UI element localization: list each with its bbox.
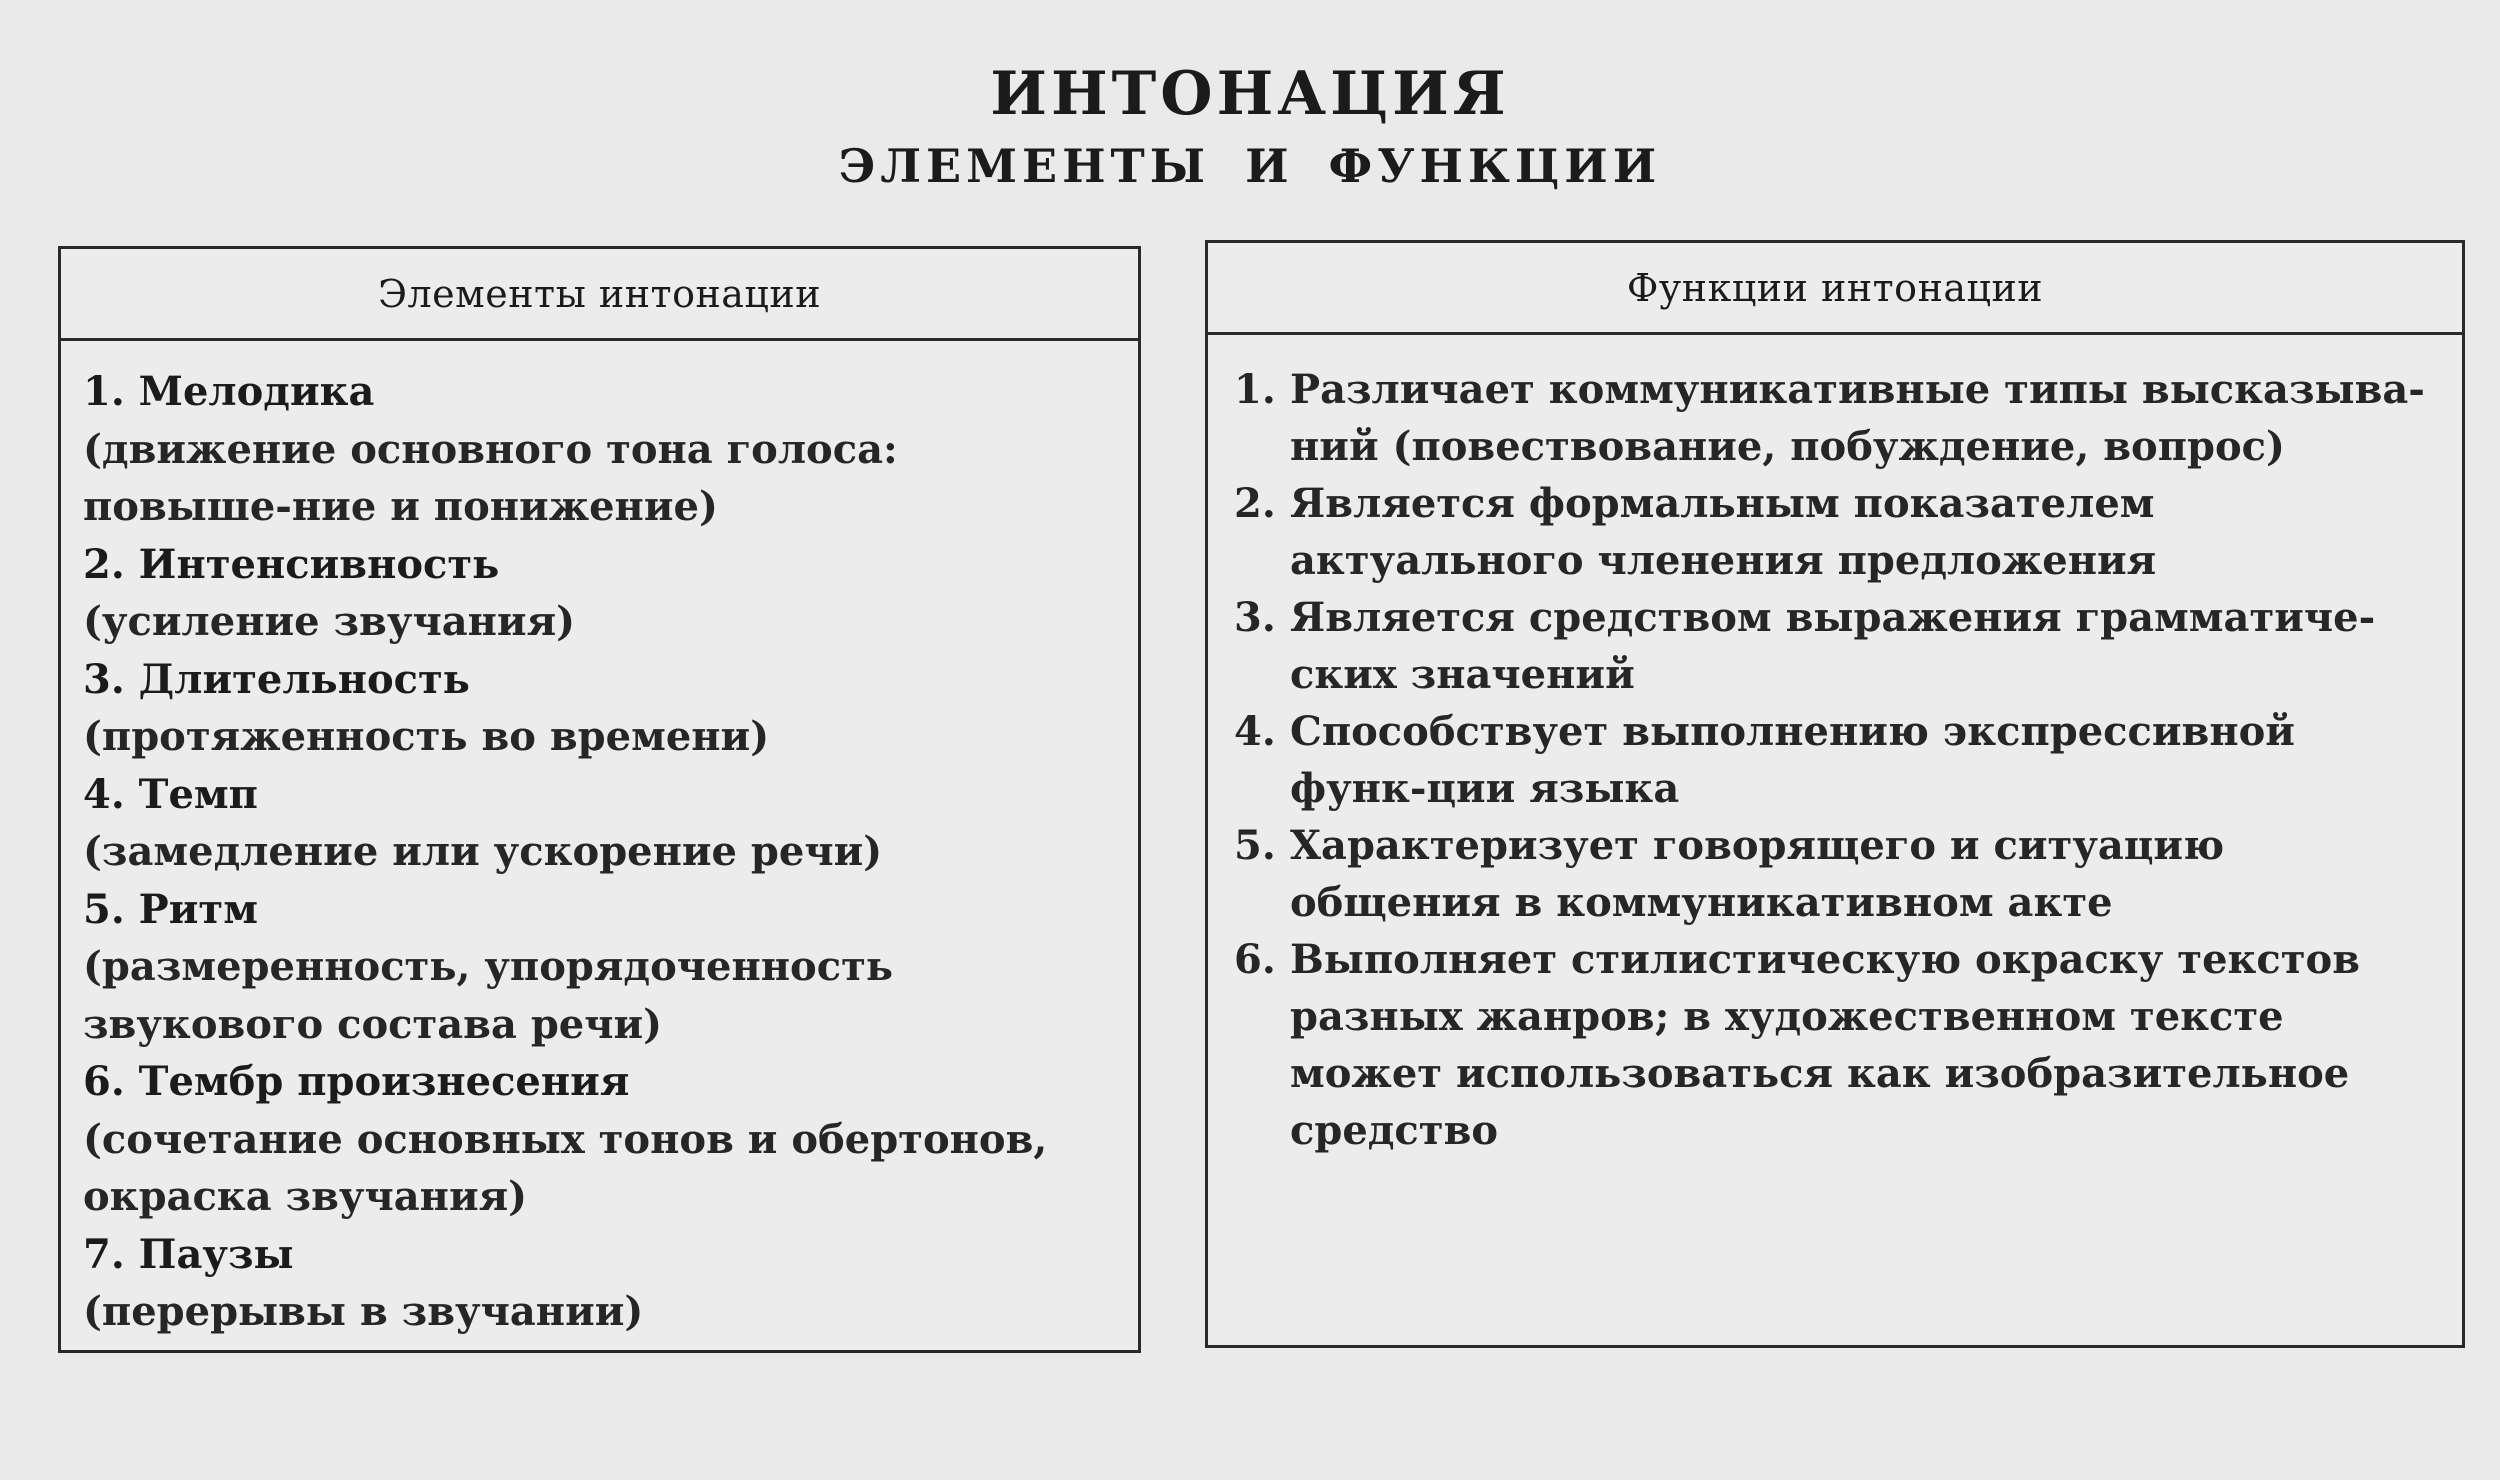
- function-text: Способствует выполнению экспрессивной функ-ции языка: [1290, 708, 2295, 812]
- page-subtitle: ЭЛЕМЕНТЫ И ФУНКЦИИ: [838, 139, 1662, 193]
- element-item: [83, 536, 1118, 651]
- element-name: 1. Мелодика: [83, 368, 375, 415]
- function-text: Выполняет стилистическую окраску текстов разных жанров; в художественном тексте может использоваться как изобразительное средство: [1290, 936, 2361, 1154]
- functions-panel: [1205, 240, 2465, 1348]
- function-item: [1234, 475, 2442, 589]
- element-name: 3. Длительность: [83, 655, 470, 703]
- element-name: 5. Ритм: [83, 885, 258, 933]
- functions-header: Функции интонации: [1208, 243, 2462, 335]
- function-item: [1234, 931, 2442, 1159]
- element-description: (сочетание основных тонов и обертонов, окраска звучания): [83, 1115, 1048, 1220]
- function-text: Различает коммуникативные типы высказыва-ний (повествование, побуждение, вопрос): [1290, 366, 2425, 470]
- function-text: Является формальным показателем актуального членения предложения: [1290, 480, 2157, 584]
- function-item: [1234, 817, 2442, 931]
- function-text: Характеризует говорящего и ситуацию общения в коммуникативном акте: [1290, 822, 2225, 926]
- element-description: (замедление или ускорение речи): [83, 828, 883, 875]
- function-number: 5.: [1234, 822, 1276, 869]
- element-item: [83, 1226, 1118, 1341]
- element-description: (протяженность во времени): [83, 713, 770, 760]
- element-name: 6. Тембр произнесения: [83, 1058, 630, 1105]
- function-item: [1234, 703, 2442, 817]
- elements-header: Элементы интонации: [61, 249, 1138, 341]
- elements-panel: [58, 246, 1141, 1353]
- element-name: 4. Темп: [83, 770, 258, 818]
- function-number: 4.: [1234, 708, 1276, 755]
- element-description: (перерывы в звучании): [83, 1288, 644, 1335]
- function-item: [1234, 589, 2442, 703]
- element-name: 2. Интенсивность: [83, 540, 500, 588]
- function-text: Является средством выражения грамматиче-ских значений: [1290, 594, 2376, 698]
- page-title: ИНТОНАЦИЯ: [990, 59, 1510, 129]
- function-number: 1.: [1234, 366, 1276, 413]
- function-item: [1234, 361, 2442, 475]
- element-description: (усиление звучания): [83, 598, 576, 645]
- element-name: 7. Паузы: [83, 1230, 294, 1278]
- element-item: [83, 1053, 1118, 1226]
- elements-list: [61, 341, 1138, 1341]
- element-item: [83, 881, 1118, 1054]
- function-number: 3.: [1234, 594, 1276, 641]
- functions-list: [1208, 335, 2462, 1159]
- function-number: 6.: [1234, 936, 1276, 983]
- element-item: [83, 651, 1118, 766]
- element-item: [83, 363, 1118, 536]
- function-number: 2.: [1234, 480, 1276, 527]
- element-description: (движение основного тона голоса: повыше-ние и понижение): [83, 425, 898, 530]
- element-item: [83, 766, 1118, 881]
- element-description: (размеренность, упорядоченность звукового состава речи): [83, 943, 893, 1048]
